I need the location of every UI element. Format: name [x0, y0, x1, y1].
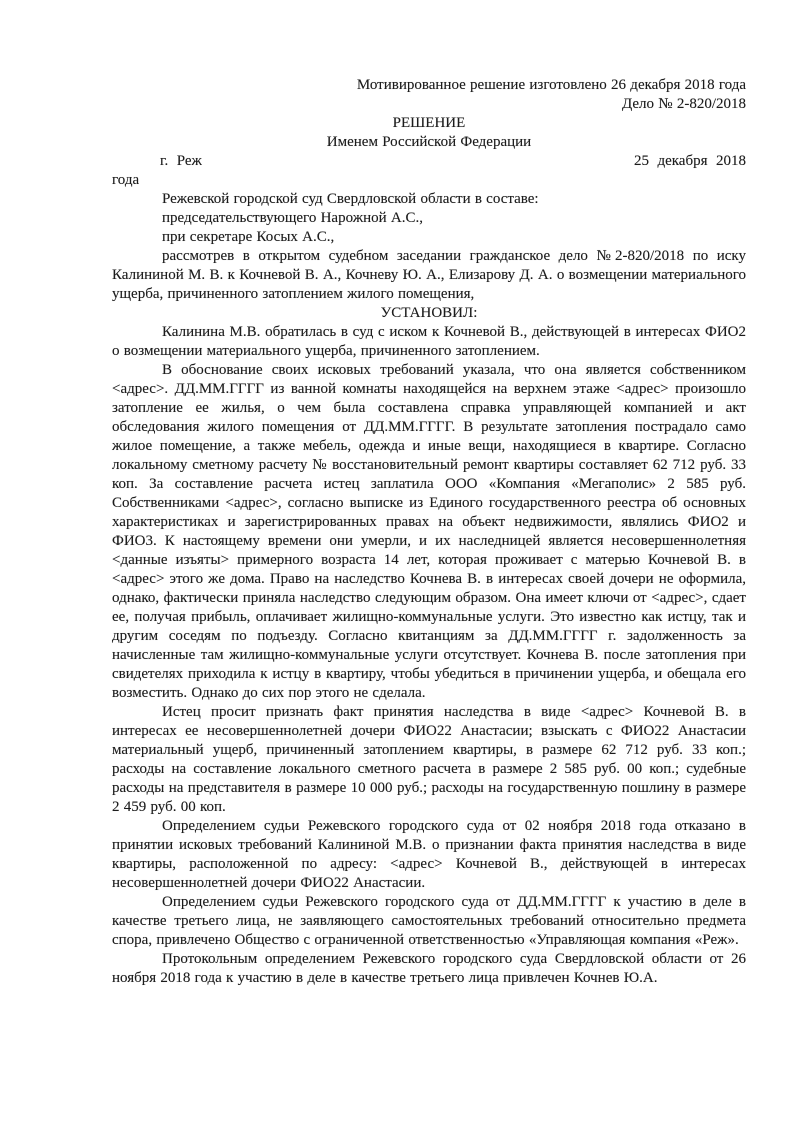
case-summary-paragraph: рассмотрев в открытом судебном заседании гражданское дело №2-820/2018 по иску Калининой М. В. к Кочневой В. А., Кочневу Ю. А., Елизарову Д. А. о возмещении материального ущерба, причиненного затоплением жилого помещения, — [112, 248, 746, 302]
document-subtitle: Именем Российской Федерации — [326, 134, 532, 150]
document-text-block — [112, 76, 746, 988]
decision-date: 25 декабря 2018 — [633, 153, 746, 169]
document-title: РЕШЕНИЕ — [392, 115, 466, 131]
established-heading: УСТАНОВИЛ: — [380, 305, 478, 321]
claim-requests-paragraph: Истец просит признать факт принятия наследства в виде <адрес> Кочневой В. в интересах ее несовершеннолетней дочери ФИО22 Анастасии; взыскать с ФИО22 Анастасии материальный ущерб, причиненный затоплением квартиры, в размере 62 712 руб. 33 коп.; расходы на составление локального сметного расчета в размере 2 585 руб. 00 коп.; судебные расходы на представителя в размере 10 000 руб.; расходы на государственную пошлину в размере 2 459 руб. 00 коп. — [112, 704, 746, 815]
date-carry-line: года — [112, 172, 140, 188]
claim-grounds-paragraph: В обоснование своих исковых требований указала, что она является собственником <адрес>. ДД.ММ.ГГГГ из ванной комнаты находящейся на верхнем этаже <адрес> произошло затопление ее жилья, о чем была составлена справка управляющей компанией и акт обследования жилого помещения от ДД.ММ.ГГГГ. В результате затопления пострадало само жилое помещение, а также мебель, одежда и иные вещи, находящиеся в квартире. Согласно локальному сметному расчету № восстановительный ремонт квартиры составляет 62 712 руб. 33 коп. За составление расчета истец заплатила ООО «Компания «Мегаполис» 2 585 руб. Собственниками <адрес>, согласно выписке из Единого государственного реестра об основных характеристиках и зарегистрированных правах на объект недвижимости, являлись ФИО2 и ФИО3. К настоящему времени они умерли, и их наследницей является несовершеннолетняя <данные изъяты> примерного возраста 14 лет, которая проживает с матерью Кочневой В. в <адрес> этого же дома. Право на наследство Кочнева В. в интересах своей дочери не оформила, однако, фактически приняла наследство следующим образом. Она имеет ключи от <адрес>, сдает ее, получая прибыль, оплачивает жилищно-коммунальные услуги. Это известно как истцу, так и другим соседям по подъезду. Согласно квитанциям за ДД.ММ.ГГГГ г. задолженность за начисленные там жилищно-коммунальные услуги отсутствует. Кочнева В. после затопления при свидетелях приходила к истцу в квартиру, чтобы убедиться в причинении ущерба, и обещала его возместить. Однако до сих пор этого не сделала. — [112, 362, 746, 701]
third-party-kochnev-paragraph: Протокольным определением Режевского городского суда Свердловской области от 26 ноября 2018 года к участию в деле в качестве третьего лица привлечен Кочнев Ю.А. — [112, 951, 746, 986]
case-number-line: Дело № 2-820/2018 — [621, 96, 746, 112]
third-party-company-paragraph: Определением судьи Режевского городского суда от ДД.ММ.ГГГГ к участию в деле в качестве третьего лица, не заявляющего самостоятельных требований относительно предмета спора, привлечено Общество с ограниченной ответственностью «Управляющая компания «Реж». — [112, 894, 746, 948]
secretary-line: при секретаре Косых А.С., — [162, 229, 335, 245]
motivated-decision-date-line: Мотивированное решение изготовлено 26 декабря 2018 года — [356, 77, 746, 93]
place-date-line — [112, 152, 746, 171]
presiding-judge-line: председательствующего Нарожной А.С., — [162, 210, 423, 226]
claim-intro-paragraph: Калинина М.В. обратилась в суд с иском к Кочневой В., действующей в интересах ФИО2 о возмещении материального ущерба, причиненного затоплением. — [112, 324, 746, 359]
court-name-line: Режевской городской суд Свердловской области в составе: — [162, 191, 539, 207]
place-name: г. Реж — [160, 153, 202, 169]
ruling-november-02-paragraph: Определением судьи Режевского городского суда от 02 ноября 2018 года отказано в принятии исковых требований Калининой М.В. о признании факта принятия наследства в виде квартиры, расположенной по адресу: <адрес> Кочневой В., действующей в интересах несовершеннолетней дочери ФИО22 Анастасии. — [112, 818, 746, 891]
